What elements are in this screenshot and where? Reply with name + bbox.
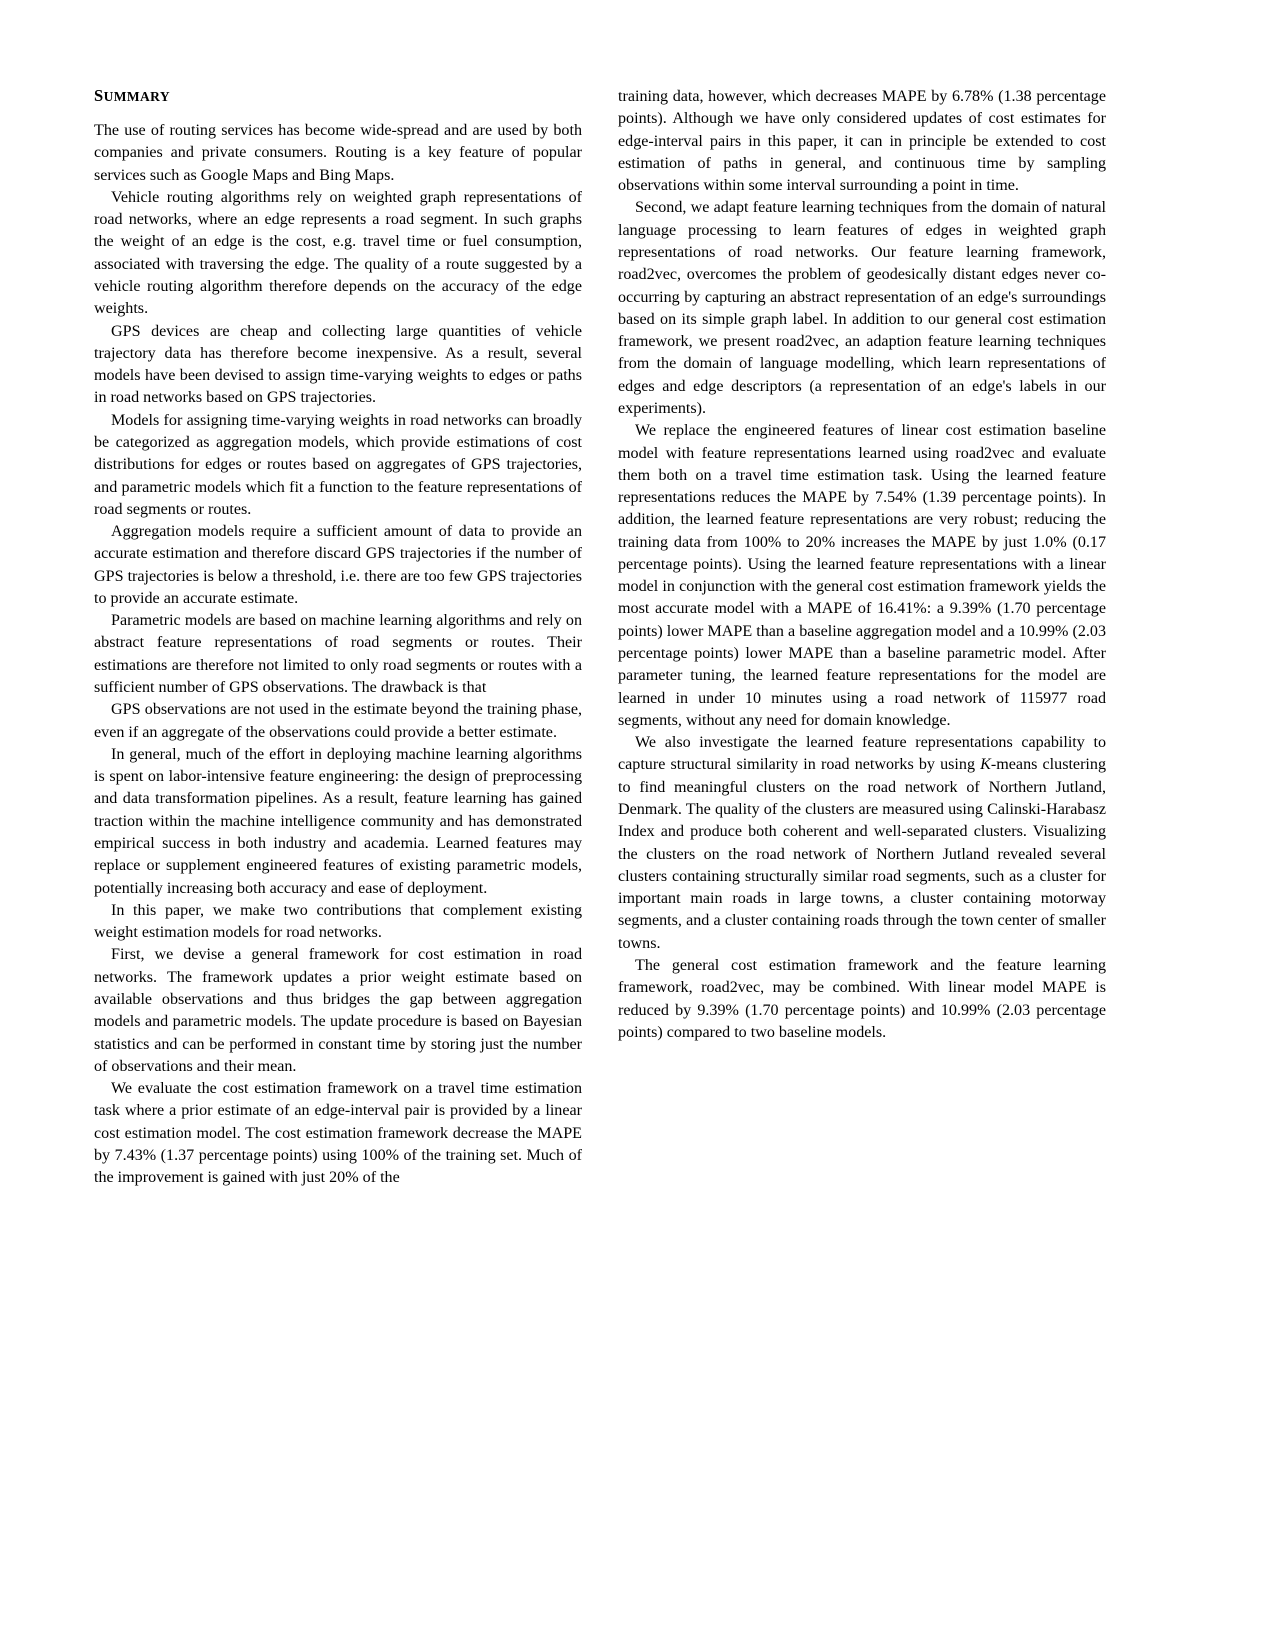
text-run: road segments, without any need for domain knowledge. (618, 689, 1107, 729)
text-run: (2.03 percentage points) lower MAPE than a baseline parametric model. After parameter tuning, the learned feature representations for the model are learned in under 10 minutes using a road network of (618, 622, 1107, 707)
paragraph-7: GPS observations are not used in the estimate beyond the training phase, even if an aggregate of the observations could provide a better estimate. (94, 701, 582, 741)
text-run: increases the MAPE by just (835, 533, 1034, 551)
value-mape-decrease: 7.43% (114, 1146, 157, 1164)
paragraph-14 (618, 420, 1106, 732)
paragraph-3: GPS devices are cheap and collecting large quantities of vehicle trajectory data has therefore become inexpensive. As a result, several models have been devised to assign time-varying weights to edges or paths in road networks based on GPS trajectories. (94, 322, 582, 407)
text-run: (1.37 percentage points) using (156, 1146, 362, 1164)
symbol-k: K (980, 756, 991, 774)
two-column-layout (94, 86, 1129, 1591)
value-mape-decrease-2: 6.78% (951, 88, 994, 105)
value-combined-reduction-2: 10.99% (940, 1001, 991, 1019)
text-run: (1.70 percentage points) lower MAPE than a baseline aggregation model and a (618, 600, 1106, 640)
paragraph-13: Second, we adapt feature learning techniques from the domain of natural language processing to learn features of edges in weighted graph representations of road networks. Our feature learning framework, road2vec, overcomes the problem of geodesically distant edges never co-occurring by capturing an abstract representation of an edge's surroundings based on its simple graph label. In addition to our general cost estimation framework, we present road2vec, an adaption feature learning techniques from the domain of language modelling, which learn representations of edges and edge descriptors (a representation of an edge's labels in our experiments). (618, 199, 1106, 417)
text-run: We replace the engineered features of linear cost estimation baseline model with feature representations learned using road2vec and evaluate them both on a travel time estimation task. Using the learned feature representations reduces the MAPE by (618, 422, 1106, 507)
text-run: The general cost estimation framework and the feature learning framework, road2vec, may be combined. With linear model MAPE is reduced by (618, 956, 1106, 1019)
value-training-partial: 20% (329, 1169, 359, 1187)
text-run: of the training set. Much of the improvement is gained with just (94, 1146, 582, 1187)
paragraph-6: Parametric models are based on machine learning algorithms and rely on abstract feature representations of road segments or routes. Their estimations are therefore not limited to only road segments or routes with a sufficient number of GPS observations. The drawback is that (94, 612, 582, 697)
text-run: of the (358, 1169, 400, 1187)
paragraph-5: Aggregation models require a sufficient amount of data to provide an accurate estimation and therefore discard GPS trajectories if the number of GPS trajectories is below a threshold, i.e. there are too few GPS trajectories to provide an accurate estimate. (94, 523, 582, 607)
value-training-full: 100% (361, 1146, 400, 1164)
text-run: We also investigate the learned feature representations capability to capture structural similarity in road networks by using (618, 734, 1106, 774)
value-data-20: 20% (805, 533, 836, 551)
text-run: -means clustering to find meaningful clusters on the road network of Northern Jutland, Denmark. The quality of the clusters are measured using Calinski-Harabasz Index and produce both coherent and well-separated clusters. Visualizing the clusters on the road network of Northern Jutland revealed several clusters containing structurally similar road segments, such as a cluster for important main roads in large towns, a cluster containing motorway segments, and a cluster containing roads through the town center of smaller towns. (618, 756, 1106, 952)
value-mape-vs-aggregation: 9.39% (949, 600, 992, 618)
value-mape-best: 16.41% (877, 600, 927, 618)
right-column (618, 86, 1106, 1591)
paragraph-15 (618, 732, 1106, 955)
value-road-segments: 115977 (1019, 689, 1068, 707)
text-run: (2.03 percentage points) compared to two baseline models. (618, 1001, 1106, 1041)
paragraph-9: In this paper, we make two contributions that complement existing weight estimation models for road networks. (94, 901, 582, 942)
text-run: (1.38 percentage points). Although we have only considered updates of cost estimates for edge-interval pairs in this paper, it can in principle be extended to cost estimation of paths in general, and continuous time by sampling observations within some interval surrounding a point in time. (618, 88, 1107, 195)
paragraph-16 (618, 955, 1106, 1044)
page-title (94, 86, 582, 106)
value-combined-reduction-1: 9.39% (697, 1001, 739, 1019)
text-run: (1.70 percentage points) and (738, 1001, 941, 1019)
paragraph-12 (618, 86, 1106, 197)
left-column (94, 86, 582, 1591)
text-run: (0.17 percentage points). Using the learned feature representations with a linear model in conjunction with the general cost estimation framework yields the most accurate model with a MAPE of (618, 533, 1107, 618)
text-run: : a (926, 600, 950, 618)
paragraph-1: The use of routing services has become wide-spread and are used by both companies and private consumers. Routing is a key feature of popular services such as Google Maps and Bing Maps. (94, 122, 582, 184)
text-run: training data, however, which decreases MAPE by (618, 88, 952, 105)
text-run: (1.39 percentage points). In addition, the learned feature representations are very robust; reducing the training data from (618, 489, 1106, 551)
text-run: We evaluate the cost estimation framework on a travel time estimation task where a prior estimate of an edge-interval pair is provided by a linear cost estimation model. The cost estimation framework decrease the MAPE by (94, 1080, 582, 1164)
value-data-100: 100% (743, 533, 782, 551)
value-mape-reduction: 7.54% (875, 489, 917, 507)
text-run: to (781, 533, 806, 551)
paragraph-4: Models for assigning time-varying weights in road networks can broadly be categorized as aggregation models, which provide estimations of cost distributions for edges or routes based on aggregates of GPS trajectories, and parametric models which fit a function to the feature representations of road segments or routes. (94, 411, 582, 518)
paragraph-10: First, we devise a general framework for cost estimation in road networks. The framework updates a prior weight estimate based on available observations and thus bridges the gap between aggregation models and parametric models. The update procedure is based on Bayesian statistics and can be performed in constant time by storing just the number of observations and their mean. (94, 946, 582, 1075)
paragraph-8: In general, much of the effort in deploying machine learning algorithms is spent on labor-intensive feature engineering: the design of preprocessing and data transformation pipelines. As a result, feature learning has gained traction within the machine intelligence community and has demonstrated empirical success in both industry and academia. Learned features may replace or supplement engineered features of existing parametric models, potentially increasing both accuracy and ease of deployment. (94, 745, 582, 897)
value-mape-increase: 1.0% (1033, 533, 1067, 551)
value-mape-vs-parametric: 10.99% (1018, 622, 1069, 640)
paragraph-2: Vehicle routing algorithms rely on weighted graph representations of road networks, where an edge represents a road segment. In such graphs the weight of an edge is the cost, e.g. travel time or fuel consumption, associated with traversing the edge. The quality of a route suggested by a vehicle routing algorithm therefore depends on the accuracy of the edge weights. (94, 188, 582, 318)
section-heading-text: SUMMARY (94, 86, 170, 105)
paragraph-11 (94, 1078, 582, 1189)
